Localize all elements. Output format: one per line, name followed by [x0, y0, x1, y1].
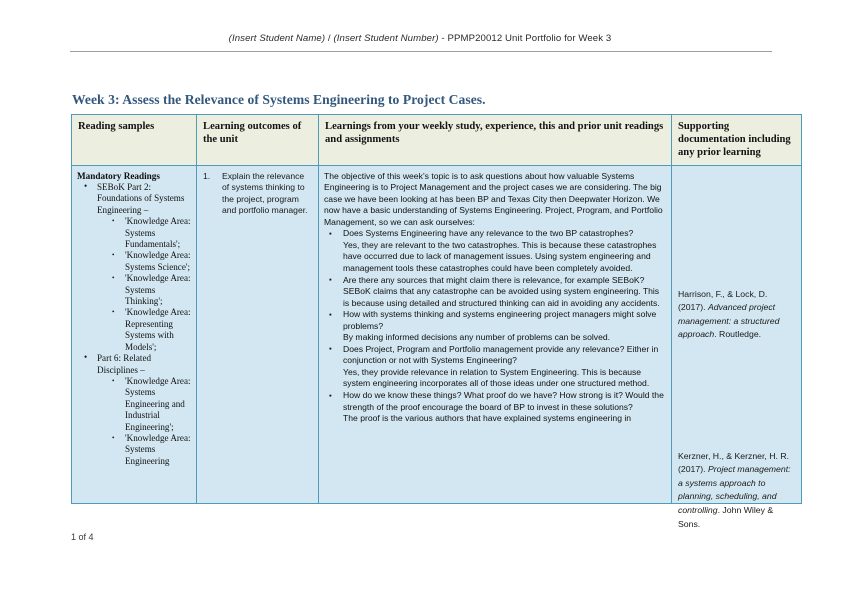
- running-header: [70, 33, 770, 44]
- reference-title: Project management: a systems approach to planning, scheduling, and controlling: [678, 464, 791, 515]
- learnings-qa-list: [324, 228, 666, 424]
- learnings-content: [324, 171, 666, 425]
- learnings-question: How do we know these things? What proof do we have? How strong is it? Would the strength of the proof encourage the board of BP to invest in these solutions?: [343, 390, 664, 412]
- list-item: [324, 228, 666, 240]
- reading-sublist: [111, 216, 191, 353]
- learnings-answer: Yes, they provide relevance in relation to System Engineering. This is because system engineering incorporates all of those ideas under one structured method.: [343, 366, 650, 389]
- reference-publisher: . Routledge.: [714, 329, 762, 340]
- learnings-answer: Yes, they are relevant to the two catastrophes. This is because these catastrophes have occurred due to lack of management issues. Using system engineering and management tools these catastrophes could have been completely avoided.: [343, 239, 657, 273]
- learnings-intro-paragraph: The objective of this week’s topic is to ask questions about how valuable Systems Engineering is to Project Management and the project cases we are considering. The big case we have been looking at has been BP and Texas City then Deepwater Horizon. We now have a basic understanding of Systems Engineering. Project, Program, and Portfolio Management, so we can ask ourselves:: [324, 170, 663, 227]
- list-item-number: 1.: [203, 170, 211, 181]
- learnings-question: Are there any sources that might claim there is relevance, for example SEBoK?: [343, 274, 645, 285]
- list-item: • 'Knowledge Area: Representing Systems with Models';: [111, 307, 191, 353]
- list-item: • 'Knowledge Area: Systems Engineering and Industrial Engineering';: [111, 376, 191, 433]
- list-item: [324, 309, 666, 332]
- list-item: [202, 171, 313, 217]
- cell-learning-outcomes: [197, 165, 319, 503]
- mandatory-readings-label: Mandatory Readings: [77, 170, 160, 181]
- header-divider-rule: [70, 51, 772, 52]
- reference-publisher: . John Wiley & Sons.: [678, 504, 774, 529]
- learnings-answer: The proof is the various authors that have explained systems engineering in: [343, 413, 632, 424]
- list-item: • 'Knowledge Area: Systems Thinking';: [111, 273, 191, 307]
- learnings-question: How with systems thinking and systems engineering project managers might solve problems?: [343, 309, 657, 331]
- reading-samples-content: [77, 171, 191, 468]
- list-item: [324, 344, 666, 367]
- reference-entry: [678, 288, 796, 342]
- page-title: Week 3: Assess the Relevance of Systems Engineering to Project Cases.: [72, 92, 486, 107]
- list-item: • 'Knowledge Area: Systems Engineering: [111, 433, 191, 467]
- learnings-question: Does Project, Program and Portfolio management provide any relevance? Either in conjunction or not with Systems Engineering?: [343, 343, 659, 366]
- table-header-row: [72, 115, 802, 166]
- list-item: [324, 275, 666, 287]
- header-unit-suffix: - PPMP20012 Unit Portfolio for Week 3: [438, 33, 612, 44]
- table-body: [72, 165, 802, 529]
- column-header-learnings: Learnings from your weekly study, experience, this and prior unit readings and assignments: [319, 115, 672, 166]
- learning-outcomes-list: [202, 171, 313, 217]
- cell-learnings: [319, 165, 672, 503]
- reference-authors-year: Kerzner, H., & Kerzner, H. R. (2017).: [678, 450, 790, 475]
- reference-entry: [678, 450, 796, 532]
- student-name-placeholder: (Insert Student Name): [228, 33, 326, 44]
- reading-sublist: [111, 376, 191, 467]
- supporting-documentation-content: [677, 170, 796, 529]
- learnings-question: Does Systems Engineering have any relevance to the two BP catastrophes?: [343, 228, 634, 239]
- column-header-supporting-documentation: Supporting documentation including any prior learning: [672, 115, 802, 166]
- learning-outcomes-content: [202, 171, 313, 217]
- reference-authors-year: Harrison, F., & Lock, D. (2017).: [678, 288, 768, 313]
- reading-samples-list: [83, 182, 191, 467]
- list-item: [83, 182, 191, 353]
- list-item: [83, 353, 191, 467]
- cell-reading-samples: [72, 165, 197, 503]
- column-header-reading-samples: Reading samples: [72, 115, 197, 166]
- learning-outcome-text: Explain the relevance of systems thinking to the project, program and portfolio manager.: [222, 170, 308, 216]
- learnings-answer: SEBoK claims that any catastrophe can be avoided using system engineering. This is because using detailed and structured thinking can aid in avoiding any accidents.: [343, 286, 660, 308]
- page-footer: 1 of 4: [71, 532, 94, 542]
- learnings-answer: By making informed decisions any number of problems can be solved.: [343, 332, 611, 343]
- reference-title: Advanced project management: a structured approach: [678, 302, 780, 340]
- table-row: [72, 165, 802, 503]
- student-number-placeholder: (Insert Student Number): [333, 33, 439, 44]
- header-separator: /: [325, 33, 334, 44]
- column-header-learning-outcomes: Learning outcomes of the unit: [197, 115, 319, 166]
- cell-supporting-documentation: [672, 165, 802, 529]
- reading-item-text: Part 6: Related Disciplines –: [97, 353, 152, 375]
- list-item: • 'Knowledge Area: Systems Science';: [111, 250, 191, 273]
- list-item: [324, 390, 666, 413]
- list-item: • 'Knowledge Area: Systems Fundamentals';: [111, 216, 191, 250]
- portfolio-table: [71, 114, 802, 529]
- reading-item-text: SEBoK Part 2: Foundations of Systems Engineering –: [97, 182, 185, 215]
